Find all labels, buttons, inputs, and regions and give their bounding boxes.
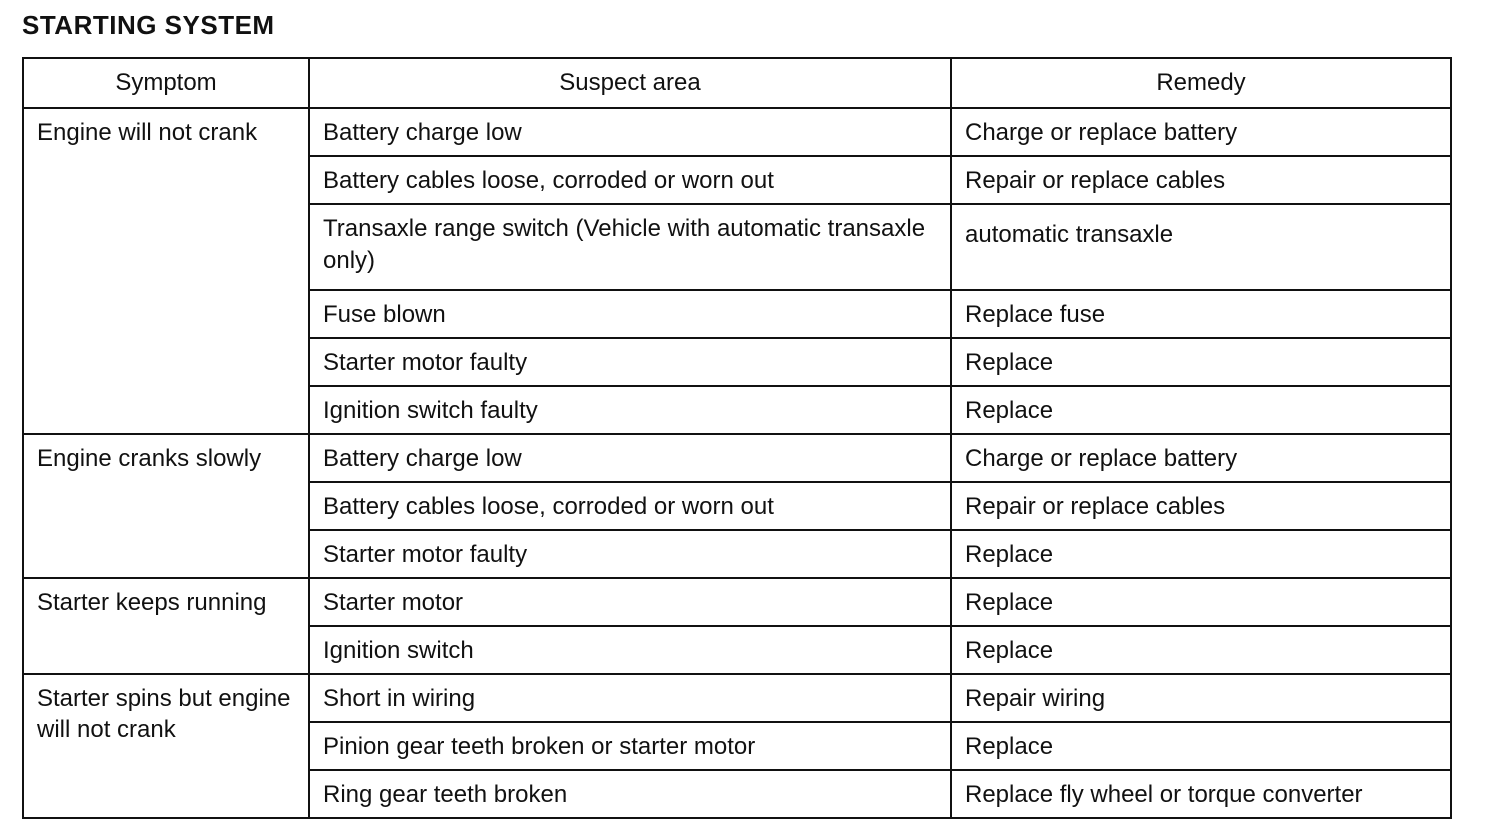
- symptom-cell: Engine will not crank: [23, 108, 309, 434]
- remedy-cell: Replace: [951, 530, 1451, 578]
- suspect-cell: Battery charge low: [309, 108, 951, 156]
- page-title: STARTING SYSTEM: [22, 10, 275, 40]
- troubleshooting-table: [22, 57, 1452, 819]
- column-header-remedy: Remedy: [951, 58, 1451, 108]
- remedy-cell: Repair or replace cables: [951, 482, 1451, 530]
- remedy-cell: Charge or replace battery: [951, 108, 1451, 156]
- remedy-cell: Replace: [951, 338, 1451, 386]
- suspect-cell: Starter motor: [309, 578, 951, 626]
- remedy-cell: Replace: [951, 386, 1451, 434]
- table-row: [23, 434, 1451, 482]
- remedy-cell: Charge or replace battery: [951, 434, 1451, 482]
- symptom-cell: Starter spins but engine will not crank: [23, 674, 309, 818]
- suspect-cell: Battery cables loose, corroded or worn out: [309, 156, 951, 204]
- column-header-suspect-area: Suspect area: [309, 58, 951, 108]
- suspect-cell: Transaxle range switch (Vehicle with automatic transaxle only): [309, 204, 951, 290]
- suspect-cell: Ignition switch: [309, 626, 951, 674]
- suspect-cell: Pinion gear teeth broken or starter motor: [309, 722, 951, 770]
- remedy-cell: Replace: [951, 578, 1451, 626]
- remedy-cell: Repair or replace cables: [951, 156, 1451, 204]
- remedy-cell: Repair wiring: [951, 674, 1451, 722]
- table-row: [23, 108, 1451, 156]
- suspect-cell: Ignition switch faulty: [309, 386, 951, 434]
- suspect-cell: Fuse blown: [309, 290, 951, 338]
- suspect-cell: Ring gear teeth broken: [309, 770, 951, 818]
- suspect-cell: Short in wiring: [309, 674, 951, 722]
- table-row: [23, 674, 1451, 722]
- suspect-cell: Starter motor faulty: [309, 338, 951, 386]
- suspect-cell: Battery cables loose, corroded or worn out: [309, 482, 951, 530]
- remedy-cell: Replace fuse: [951, 290, 1451, 338]
- remedy-cell: Replace: [951, 626, 1451, 674]
- remedy-cell: Replace: [951, 722, 1451, 770]
- suspect-cell: Starter motor faulty: [309, 530, 951, 578]
- header-row: [23, 58, 1451, 108]
- column-header-symptom: Symptom: [23, 58, 309, 108]
- symptom-cell: Starter keeps running: [23, 578, 309, 674]
- remedy-cell: Replace fly wheel or torque converter: [951, 770, 1451, 818]
- symptom-cell: Engine cranks slowly: [23, 434, 309, 578]
- remedy-cell: automatic transaxle: [951, 204, 1451, 290]
- table-row: [23, 578, 1451, 626]
- suspect-cell: Battery charge low: [309, 434, 951, 482]
